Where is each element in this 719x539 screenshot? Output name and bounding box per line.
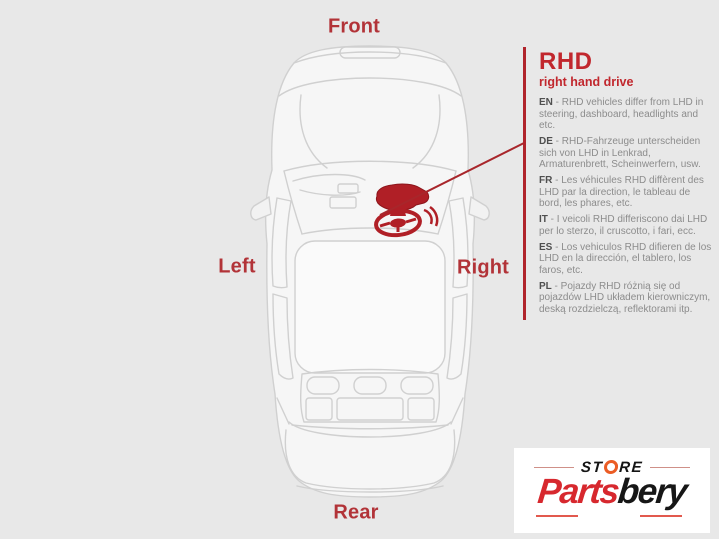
separator: -	[551, 280, 561, 292]
underline-dash-right	[640, 515, 682, 517]
brand-part-red: Parts	[535, 472, 621, 511]
separator: -	[552, 241, 562, 253]
lang-code-de: DE	[539, 136, 553, 148]
panel-subtitle: right hand drive	[539, 75, 634, 90]
label-front: Front	[327, 15, 381, 38]
lang-code-it: IT	[539, 214, 548, 226]
label-rear: Rear	[333, 501, 379, 524]
lang-entry-en	[539, 97, 715, 132]
lang-text-pl: Pojazdy RHD różnią się od pojazdów LHD układem kierowniczym, deską rozdzielczą, reflektorami itp.	[539, 280, 711, 315]
store-text-part1: ST	[580, 459, 604, 476]
brand-wordmark	[512, 474, 712, 509]
brand-part-black: bery	[616, 472, 689, 511]
separator: -	[552, 136, 562, 148]
lang-text-es: Los vehiculos RHD difieren de los LHD en la dirección, el tablero, los faros, etc.	[539, 241, 712, 276]
lang-code-pl: PL	[539, 280, 552, 292]
store-text-part2: RE	[618, 459, 644, 476]
lang-entry-de	[539, 136, 715, 171]
lang-code-en: EN	[539, 97, 553, 109]
lang-text-de: RHD-Fahrzeuge unterscheiden sich von LHD in Lenkrad, Armaturenbrett, Scheinwerfern, usw.	[539, 136, 701, 171]
partsbery-logo	[514, 448, 710, 533]
rhd-info-panel	[523, 47, 719, 320]
label-left: Left	[218, 255, 256, 278]
lang-entry-es	[539, 242, 715, 277]
lang-text-fr: Les véhicules RHD diffèrent des LHD par la direction, le tableau de bord, les phares, etc.	[539, 175, 704, 210]
lang-text-it: I veicoli RHD differiscono dai LHD per lo sterzo, il cruscotto, i fari, ecc.	[539, 214, 708, 237]
lang-entry-it	[539, 214, 715, 237]
lang-text-en: RHD vehicles differ from LHD in steering, dashboard, headlights and etc.	[539, 97, 704, 132]
roof-panel	[295, 241, 445, 373]
separator: -	[552, 97, 562, 109]
lang-code-fr: FR	[539, 175, 553, 187]
flank-line-left	[534, 467, 574, 469]
underline-dash-left	[536, 515, 578, 517]
lang-entry-fr	[539, 175, 715, 210]
label-right: Right	[456, 256, 510, 279]
lang-code-es: ES	[539, 241, 553, 253]
panel-title: RHD	[539, 48, 593, 75]
flank-line-right	[650, 467, 690, 469]
lang-entry-pl	[539, 281, 715, 316]
separator: -	[547, 214, 557, 226]
separator: -	[552, 175, 562, 187]
